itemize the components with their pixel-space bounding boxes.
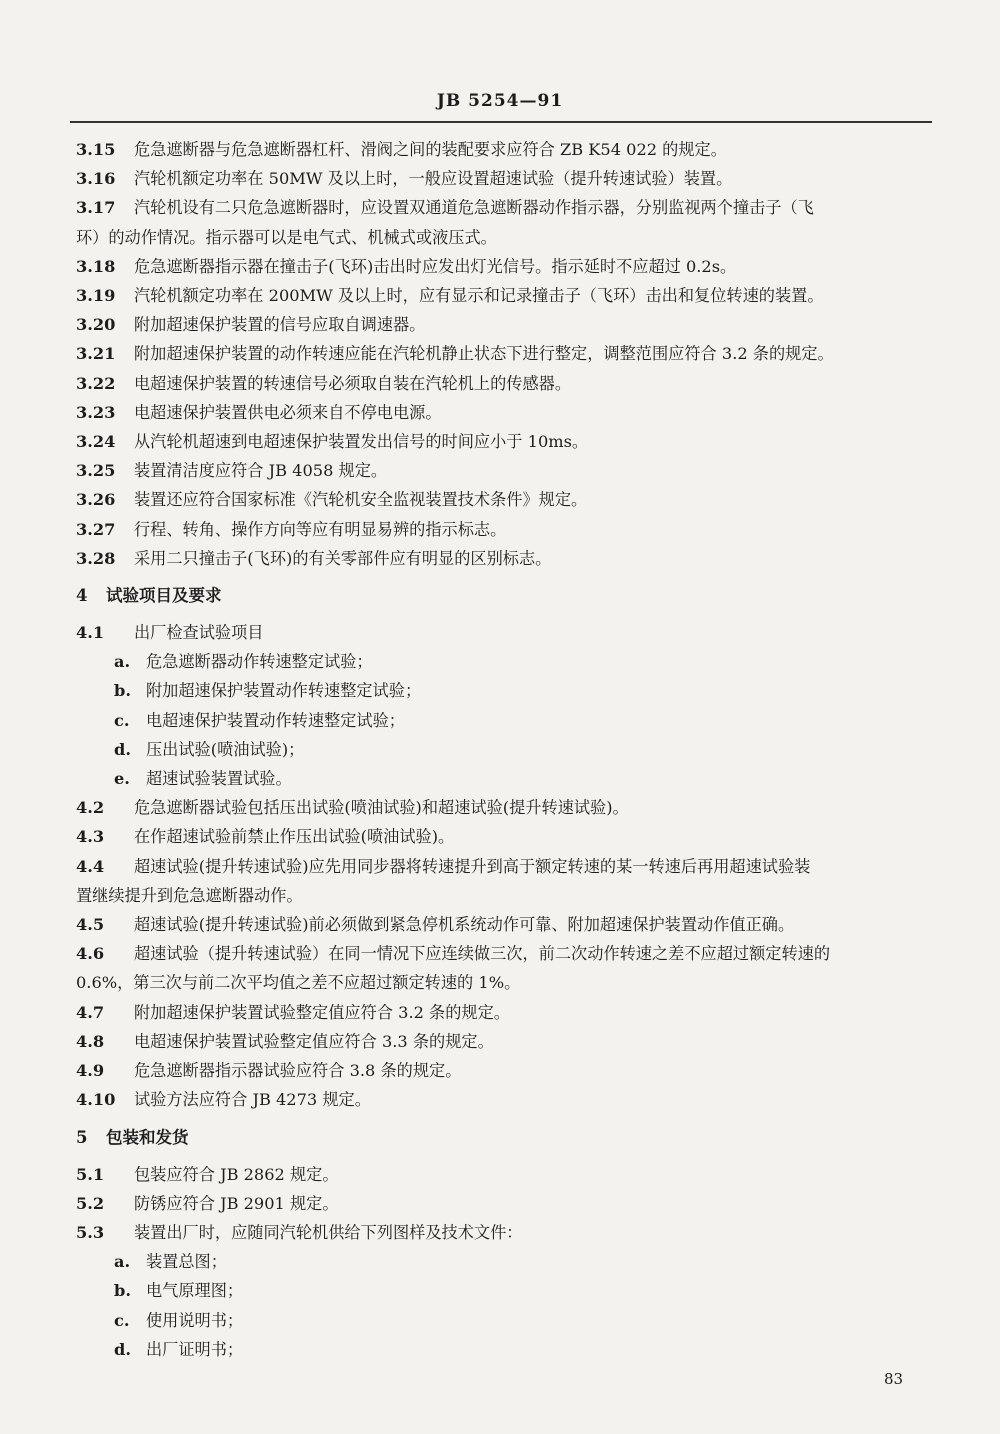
clause-text: 装置清洁度应符合 JB 4058 规定。 [134, 461, 388, 481]
section-number: 5 [76, 1127, 88, 1147]
clause-text: 电超速保护装置的转速信号必须取自装在汽轮机上的传感器。 [134, 373, 572, 393]
clause-number: 3.23 [76, 402, 116, 422]
clauses-section-4 [76, 793, 934, 1114]
clause-number: 3.20 [76, 315, 116, 335]
section-5-heading [76, 1123, 934, 1152]
list-item-letter: a. [114, 652, 131, 672]
clause-item [76, 939, 934, 968]
clause-number: 3.21 [76, 344, 116, 364]
list-item-text: 出厂证明书； [146, 1339, 244, 1359]
clause-item [76, 193, 934, 222]
clause-number: 4.3 [76, 827, 105, 847]
clause-item [76, 1189, 934, 1218]
clause-number: 3.24 [76, 432, 116, 452]
section-4-heading [76, 581, 934, 610]
clause-text: 附加超速保护装置的信号应取自调速器。 [134, 315, 426, 335]
clause-text: 超速试验（提升转速试验）在同一情况下应连续做三次，前二次动作转速之差不应超过额定转速的 [134, 944, 831, 964]
list-item-text: 附加超速保护装置动作转速整定试验； [146, 681, 422, 701]
list-item-letter: c. [114, 1310, 130, 1330]
clause-item [76, 1027, 934, 1056]
clause-item [76, 164, 934, 193]
clause-continuation: 0.6%，第三次与前二次平均值之差不应超过额定转速的 1%。 [76, 973, 521, 993]
clause-text: 行程、转角、操作方向等应有明显易辨的指示标志。 [134, 519, 507, 539]
clause-number: 4.4 [76, 856, 105, 876]
clause-text: 危急遮断器指示器试验应符合 3.8 条的规定。 [134, 1061, 462, 1081]
clauses-section-5 [76, 1160, 934, 1248]
list-item [76, 647, 934, 676]
clause-text: 在作超速试验前禁止作压出试验(喷油试验)。 [134, 827, 455, 847]
clause-text: 汽轮机额定功率在 50MW 及以上时，一般应设置超速试验（提升转速试验）装置。 [134, 169, 733, 189]
clause-text: 出厂检查试验项目 [134, 623, 264, 643]
clause-number: 3.18 [76, 256, 116, 276]
clause-item [76, 793, 934, 822]
clause-text: 从汽轮机超速到电超速保护装置发出信号的时间应小于 10ms。 [134, 432, 589, 452]
list-item-text: 装置总图； [146, 1252, 227, 1272]
clause-item [76, 252, 934, 281]
clause-item [76, 910, 934, 939]
list-item-text: 超速试验装置试验。 [146, 769, 292, 789]
clause-text: 电超速保护装置试验整定值应符合 3.3 条的规定。 [134, 1031, 494, 1051]
list-item-letter: c. [114, 710, 130, 730]
clause-text: 超速试验(提升转速试验)应先用同步器将转速提升到高于额定转速的某一转速后再用超速试验装 [134, 856, 811, 876]
list-item-letter: d. [114, 739, 131, 759]
clause-continuation: 环）的动作情况。指示器可以是电气式、机械式或液压式。 [76, 227, 497, 247]
list-item-letter: b. [114, 681, 131, 701]
clause-number: 3.16 [76, 169, 116, 189]
clause-item [76, 369, 934, 398]
clause-number: 4.9 [76, 1061, 105, 1081]
clause-item [76, 852, 934, 881]
clause-text: 超速试验(提升转速试验)前必须做到紧急停机系统动作可靠、附加超速保护装置动作值正确。 [134, 915, 795, 935]
clause-number: 4.1 [76, 623, 105, 643]
clause-4-1 [76, 618, 934, 647]
clause-item [76, 281, 934, 310]
clause-5-3-items [76, 1247, 934, 1364]
clause-text: 危急遮断器指示器在撞击子(飞环)击出时应发出灯光信号。指示延时不应超过 0.2s。 [134, 256, 737, 276]
list-item [76, 764, 934, 793]
clause-number: 3.26 [76, 490, 116, 510]
clause-text: 附加超速保护装置试验整定值应符合 3.2 条的规定。 [134, 1002, 510, 1022]
clause-item [76, 135, 934, 164]
clause-text: 危急遮断器与危急遮断器杠杆、滑阀之间的装配要求应符合 ZB K54 022 的规定。 [134, 140, 727, 159]
clause-number: 5.2 [76, 1193, 105, 1213]
clause-number: 4.8 [76, 1031, 105, 1051]
clause-item [76, 398, 934, 427]
list-item [76, 735, 934, 764]
clause-number: 3.25 [76, 461, 116, 481]
clause-text: 包装应符合 JB 2862 规定。 [134, 1164, 339, 1184]
clause-item [76, 310, 934, 339]
clause-continuation: 置继续提升到危急遮断器动作。 [76, 885, 303, 905]
list-item-text: 压出试验(喷油试验)； [146, 739, 305, 759]
clause-text: 汽轮机额定功率在 200MW 及以上时，应有显示和记录撞击子（飞环）击出和复位转速的装置。 [134, 286, 824, 306]
list-item-letter: a. [114, 1252, 131, 1272]
clause-text: 采用二只撞击子(飞环)的有关零部件应有明显的区别标志。 [134, 548, 552, 568]
clause-number: 3.28 [76, 548, 116, 568]
list-item-text: 电气原理图； [146, 1281, 244, 1301]
clause-number: 3.17 [76, 198, 116, 218]
clause-text: 装置还应符合国家标准《汽轮机安全监视装置技术条件》规定。 [134, 490, 588, 510]
header-rule [70, 121, 932, 123]
list-item-letter: b. [114, 1281, 131, 1301]
list-item [76, 676, 934, 705]
clause-text: 危急遮断器试验包括压出试验(喷油试验)和超速试验(提升转速试验)。 [134, 798, 629, 818]
clause-text: 汽轮机设有二只危急遮断器时，应设置双通道危急遮断器动作指示器，分别监视两个撞击子（飞 [134, 198, 814, 218]
list-item-text: 危急遮断器动作转速整定试验； [146, 652, 373, 672]
standard-code-header: JB 5254—91 [436, 91, 564, 111]
clause-text: 装置出厂时，应随同汽轮机供给下列图样及技术文件： [134, 1222, 523, 1242]
clause-item [76, 339, 934, 368]
clause-number: 3.15 [76, 140, 116, 159]
clause-4-1-items [76, 647, 934, 793]
list-item [76, 706, 934, 735]
clause-item [76, 485, 934, 514]
list-item [76, 1247, 934, 1276]
clause-number: 4.5 [76, 915, 105, 935]
clause-number: 5.1 [76, 1164, 105, 1184]
clause-item [76, 1160, 934, 1189]
page-number: 83 [884, 1370, 904, 1388]
clause-item [76, 515, 934, 544]
clause-text: 防锈应符合 JB 2901 规定。 [134, 1193, 339, 1213]
clause-number: 4.2 [76, 798, 105, 818]
section-title: 包装和发货 [106, 1127, 189, 1147]
clause-number: 3.19 [76, 286, 116, 306]
section-number: 4 [76, 586, 88, 606]
list-item [76, 1335, 934, 1364]
clause-item [76, 456, 934, 485]
clause-number: 3.27 [76, 519, 116, 539]
clause-item [76, 427, 934, 456]
clause-item [76, 1085, 934, 1114]
list-item-text: 使用说明书； [146, 1310, 244, 1330]
clause-item [76, 1056, 934, 1085]
clause-number: 4.6 [76, 944, 105, 964]
clause-item [76, 822, 934, 851]
clause-text: 电超速保护装置供电必须来自不停电电源。 [134, 402, 442, 422]
clause-text: 试验方法应符合 JB 4273 规定。 [134, 1090, 371, 1110]
section-title: 试验项目及要求 [106, 586, 222, 606]
list-item-text: 电超速保护装置动作转速整定试验； [146, 710, 405, 730]
clause-number: 4.7 [76, 1002, 105, 1022]
list-item-letter: e. [114, 769, 130, 789]
clause-number: 4.10 [76, 1090, 116, 1110]
list-item-letter: d. [114, 1339, 131, 1359]
clause-item [76, 998, 934, 1027]
clause-item [76, 544, 934, 573]
clauses-section-3 [76, 135, 934, 573]
list-item [76, 1306, 934, 1335]
clause-number: 3.22 [76, 373, 116, 393]
clause-item [76, 1218, 934, 1247]
clause-number: 5.3 [76, 1222, 105, 1242]
list-item [76, 1276, 934, 1305]
document-body [76, 135, 934, 1364]
clause-text: 附加超速保护装置的动作转速应能在汽轮机静止状态下进行整定，调整范围应符合 3.2 条的规定。 [134, 344, 834, 364]
